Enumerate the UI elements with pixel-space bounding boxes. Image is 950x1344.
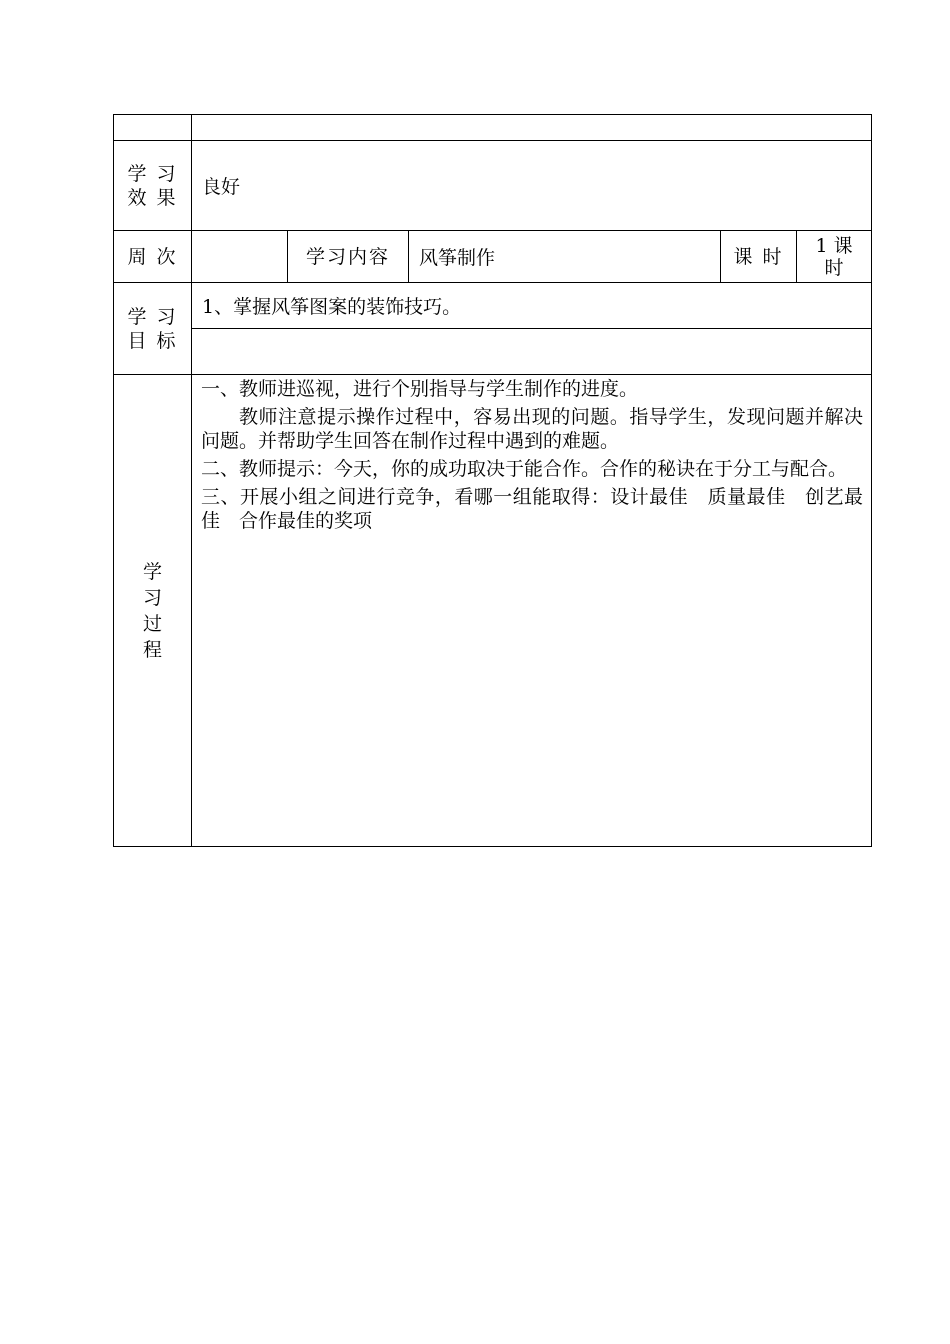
goal-item-1-cell — [192, 283, 872, 329]
table-row-process — [114, 375, 872, 847]
effect-label-cell — [114, 141, 192, 231]
table-row-goal-1 — [114, 283, 872, 329]
process-paragraph: 三、开展小组之间进行竞争，看哪一组能取得：设计最佳 质量最佳 创艺最佳 合作最佳的奖项 — [201, 486, 864, 532]
goal-item-1: 1、掌握风筝图案的装饰技巧。 — [202, 296, 462, 318]
process-label-char: 学 — [142, 560, 162, 583]
period-label: 课 时 — [733, 245, 784, 268]
process-label-cell — [114, 375, 192, 847]
goal-item-2-cell — [192, 329, 872, 375]
process-paragraph: 教师注意提示操作过程中，容易出现的问题。指导学生，发现问题并解决问题。并帮助学生回答在制作过程中遇到的难题。 — [201, 406, 864, 452]
effect-label-line1: 学 习 — [127, 162, 178, 185]
table-row-goal-2 — [114, 329, 872, 375]
process-label-char: 习 — [142, 586, 162, 609]
content-label-cell — [288, 231, 409, 283]
process-paragraph: 二、教师提示：今天，你的成功取决于能合作。合作的秘诀在于分工与配合。 — [201, 458, 848, 480]
table-row-blank — [114, 115, 872, 141]
goal-label-line1: 学 习 — [127, 305, 178, 328]
blank-value-cell — [192, 115, 872, 141]
content-value-cell — [409, 231, 721, 283]
period-value-line1: 1 课 — [815, 234, 853, 257]
period-value-cell — [797, 231, 872, 283]
goal-label-cell — [114, 283, 192, 375]
effect-value-cell — [192, 141, 872, 231]
effect-value: 良好 — [202, 176, 241, 198]
process-label-char: 程 — [142, 638, 162, 661]
content-label: 学习内容 — [305, 245, 390, 268]
process-content-cell — [192, 375, 872, 847]
effect-label-line2: 效 果 — [127, 186, 178, 209]
blank-label-cell — [114, 115, 192, 141]
table-row-week — [114, 231, 872, 283]
week-value-cell — [192, 231, 288, 283]
week-label: 周 次 — [127, 245, 178, 268]
week-label-cell — [114, 231, 192, 283]
content-value: 风筝制作 — [419, 247, 496, 269]
period-label-cell — [721, 231, 797, 283]
goal-label-line2: 目 标 — [127, 329, 178, 352]
process-paragraph: 一、教师进巡视，进行个别指导与学生制作的进度。 — [201, 378, 639, 400]
process-label-char: 过 — [142, 612, 162, 635]
table-row-effect — [114, 141, 872, 231]
period-value-line2: 时 — [824, 256, 844, 279]
lesson-plan-table — [113, 114, 872, 847]
